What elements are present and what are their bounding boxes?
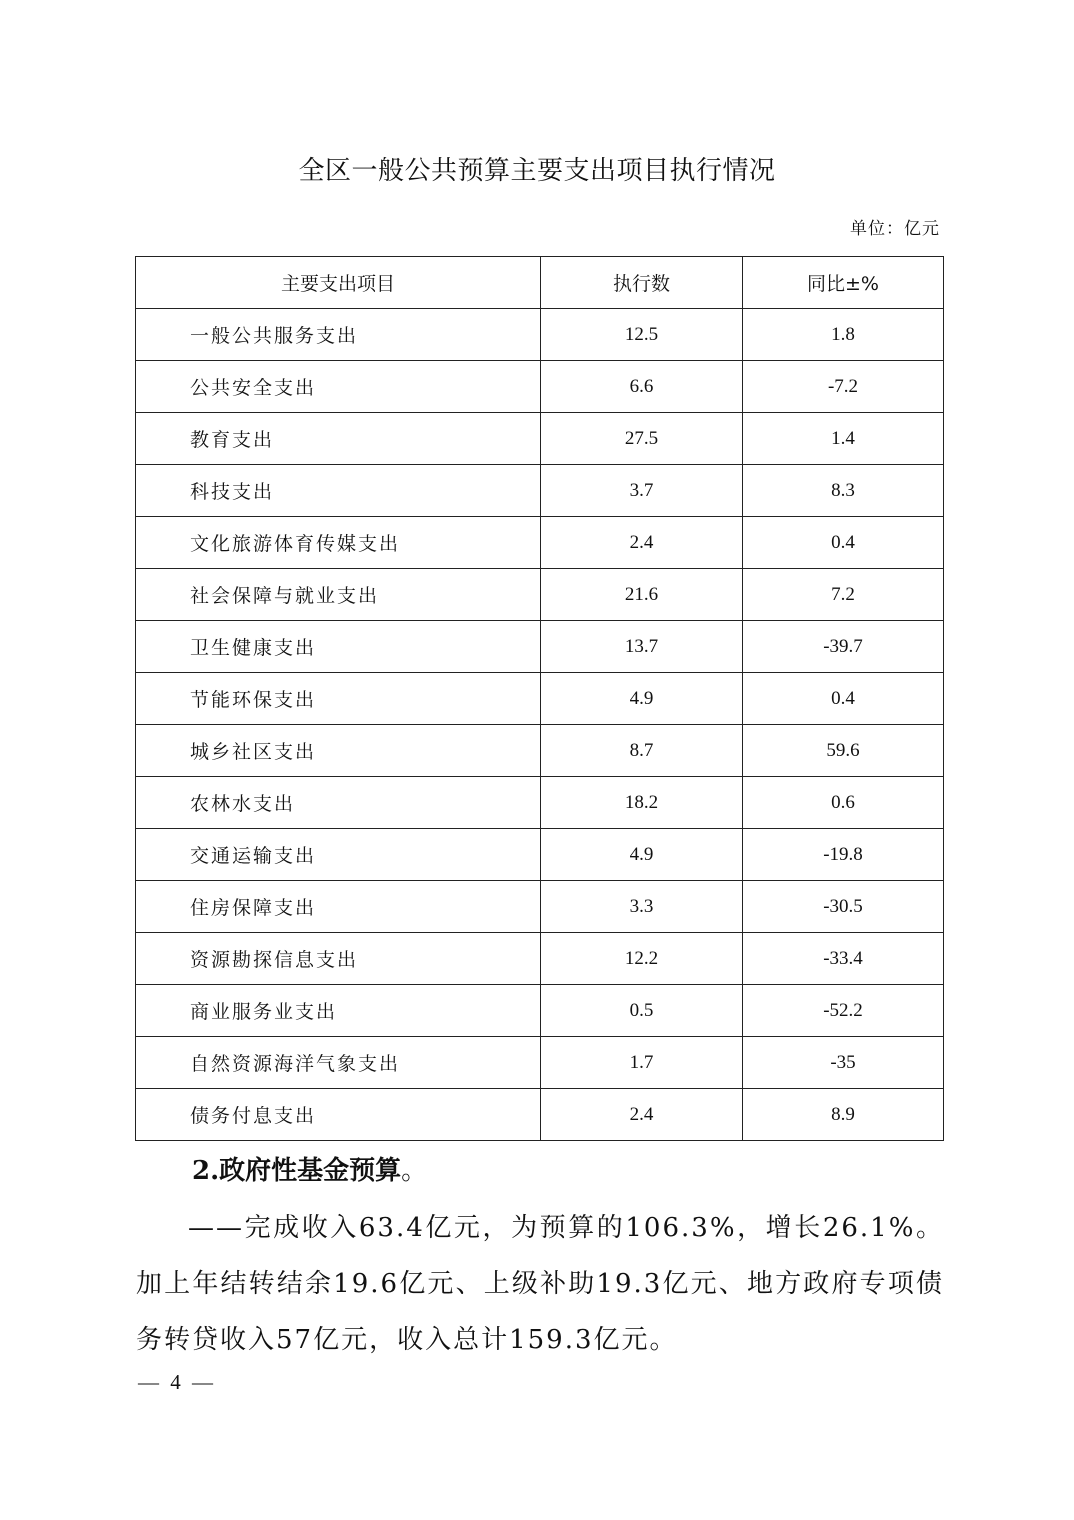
- row-item-label: 教育支出: [136, 413, 541, 465]
- row-amount: 3.3: [541, 881, 743, 933]
- row-yoy: -52.2: [743, 985, 944, 1037]
- table-row: [136, 933, 944, 985]
- table-row: [136, 725, 944, 777]
- row-amount: 13.7: [541, 621, 743, 673]
- row-yoy: 59.6: [743, 725, 944, 777]
- row-amount: 12.5: [541, 309, 743, 361]
- row-yoy: 7.2: [743, 569, 944, 621]
- row-amount: 27.5: [541, 413, 743, 465]
- row-amount: 2.4: [541, 517, 743, 569]
- section-heading-period: 。: [401, 1156, 428, 1186]
- table-row: [136, 881, 944, 933]
- row-yoy: -7.2: [743, 361, 944, 413]
- table-row: [136, 1089, 944, 1141]
- row-yoy: -30.5: [743, 881, 944, 933]
- row-item-label: 一般公共服务支出: [136, 309, 541, 361]
- row-item-label: 住房保障支出: [136, 881, 541, 933]
- row-item-label: 交通运输支出: [136, 829, 541, 881]
- expenditure-table: [135, 256, 944, 1141]
- table-row: [136, 465, 944, 517]
- table-row: [136, 621, 944, 673]
- row-item-label: 公共安全支出: [136, 361, 541, 413]
- row-item-label: 卫生健康支出: [136, 621, 541, 673]
- row-amount: 6.6: [541, 361, 743, 413]
- row-item-label: 城乡社区支出: [136, 725, 541, 777]
- table-row: [136, 777, 944, 829]
- section-heading-text: 2.政府性基金预算: [192, 1156, 402, 1186]
- row-amount: 18.2: [541, 777, 743, 829]
- row-amount: 2.4: [541, 1089, 743, 1141]
- row-amount: 3.7: [541, 465, 743, 517]
- unit-label: 单位：亿元: [850, 219, 940, 239]
- row-yoy: -39.7: [743, 621, 944, 673]
- row-amount: 12.2: [541, 933, 743, 985]
- row-item-label: 科技支出: [136, 465, 541, 517]
- row-yoy: 1.8: [743, 309, 944, 361]
- row-item-label: 自然资源海洋气象支出: [136, 1037, 541, 1089]
- row-yoy: 0.4: [743, 673, 944, 725]
- row-amount: 4.9: [541, 829, 743, 881]
- table-row: [136, 829, 944, 881]
- row-amount: 8.7: [541, 725, 743, 777]
- page-number: — 4 —: [138, 1370, 213, 1394]
- document-title: 全区一般公共预算主要支出项目执行情况: [298, 156, 776, 186]
- row-item-label: 节能环保支出: [136, 673, 541, 725]
- table-row: [136, 413, 944, 465]
- row-item-label: 债务付息支出: [136, 1089, 541, 1141]
- row-yoy: -19.8: [743, 829, 944, 881]
- row-item-label: 社会保障与就业支出: [136, 569, 541, 621]
- fund-budget-paragraph: ——完成收入63.4亿元，为预算的106.3%，增长26.1%。加上年结转结余19.6亿元、上级补助19.3亿元、地方政府专项债务转贷收入57亿元，收入总计159.3亿元。: [136, 1213, 944, 1355]
- table-row: [136, 1037, 944, 1089]
- row-item-label: 农林水支出: [136, 777, 541, 829]
- table-header-row: [136, 257, 944, 309]
- row-yoy: -35: [743, 1037, 944, 1089]
- row-yoy: 0.6: [743, 777, 944, 829]
- row-yoy: 0.4: [743, 517, 944, 569]
- table-row: [136, 673, 944, 725]
- row-yoy: -33.4: [743, 933, 944, 985]
- header-item: 主要支出项目: [136, 257, 541, 309]
- row-item-label: 文化旅游体育传媒支出: [136, 517, 541, 569]
- row-yoy: 8.3: [743, 465, 944, 517]
- section-heading: [192, 1150, 427, 1187]
- row-yoy: 8.9: [743, 1089, 944, 1141]
- row-amount: 0.5: [541, 985, 743, 1037]
- table-row: [136, 569, 944, 621]
- row-yoy: 1.4: [743, 413, 944, 465]
- row-item-label: 资源勘探信息支出: [136, 933, 541, 985]
- table-row: [136, 361, 944, 413]
- table-row: [136, 309, 944, 361]
- header-yoy: 同比±%: [743, 257, 944, 309]
- header-amount: 执行数: [541, 257, 743, 309]
- table-row: [136, 985, 944, 1037]
- row-item-label: 商业服务业支出: [136, 985, 541, 1037]
- table-row: [136, 517, 944, 569]
- row-amount: 1.7: [541, 1037, 743, 1089]
- row-amount: 4.9: [541, 673, 743, 725]
- row-amount: 21.6: [541, 569, 743, 621]
